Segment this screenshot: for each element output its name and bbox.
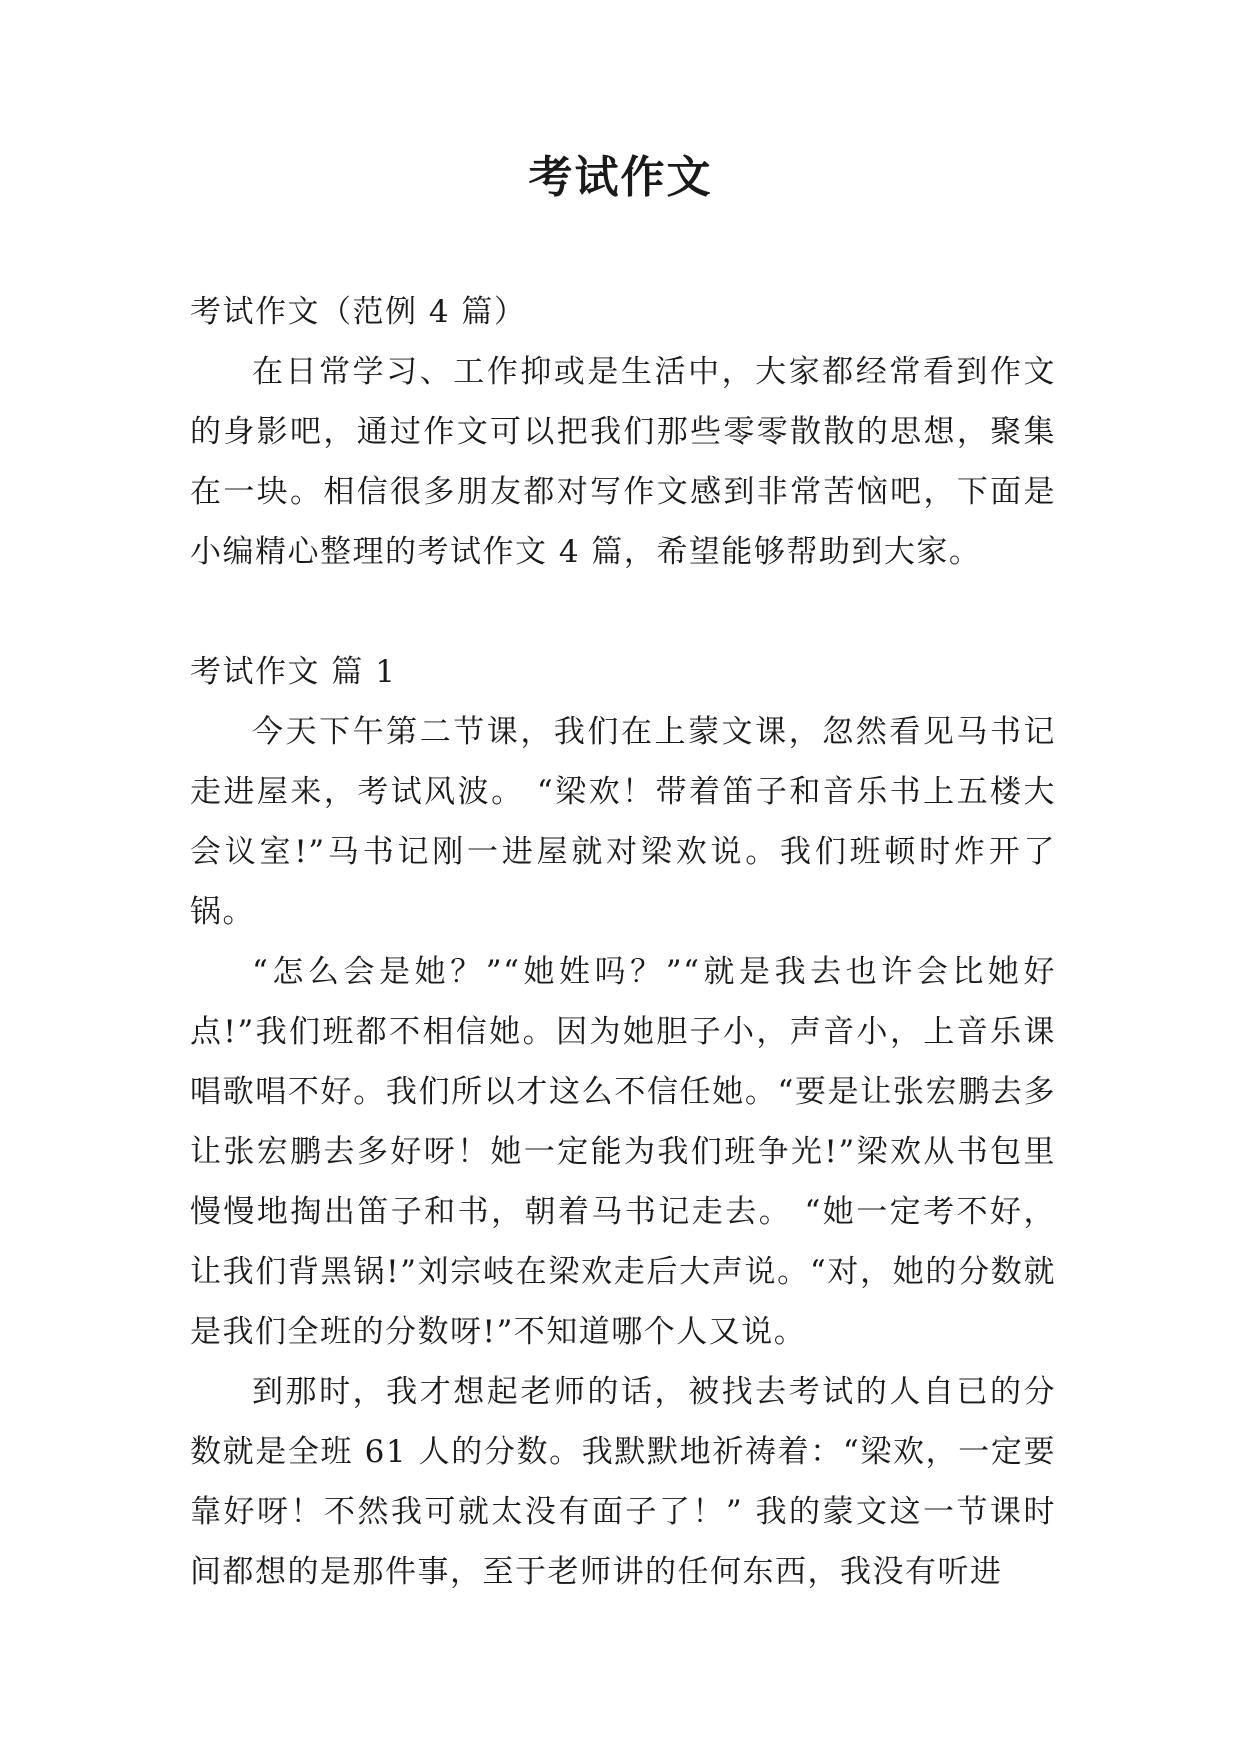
document-title: 考试作文 <box>528 152 713 203</box>
intro-paragraph: 在日常学习、工作抑或是生活中，大家都经常看到作文的身影吧，通过作文可以把我们那些零零散散的思想，聚集在一块。相信很多朋友都对写作文感到非常苦恼吧，下面是小编精心整理的考试作文 4 篇，希望能够帮助到大家。 <box>190 354 1056 570</box>
section-heading: 考试作文 篇 1 <box>190 654 397 690</box>
body-paragraph-3: 到那时，我才想起老师的话，被找去考试的人自已的分数就是全班 61 人的分数。我默默地祈祷着：“梁欢，一定要靠好呀！不然我可就太没有面子了！” 我的蒙文这一节课时间都想的是那件事，至于老师讲的任何东西，我没有听进 <box>190 1374 1056 1590</box>
section-spacer <box>190 582 1056 642</box>
body-paragraph-2: “怎么会是她？”“她姓吗？”“就是我去也许会比她好点!”我们班都不相信她。因为她胆子小，声音小，上音乐课唱歌唱不好。我们所以才这么不信任她。“要是让张宏鹏去多让张宏鹏去多好呀！她一定能为我们班争光!”梁欢从书包里慢慢地掏出笛子和书，朝着马书记走去。 “她一定考不好，让我们背黑锅!”刘宗岐在梁欢走后大声说。“对，她的分数就是我们全班的分数呀!”不知道哪个人又说。 <box>190 954 1056 1350</box>
document-subtitle: 考试作文（范例 4 篇） <box>190 294 527 330</box>
document-body <box>190 282 1056 1602</box>
body-paragraph-1: 今天下午第二节课，我们在上蒙文课，忽然看见马书记走进屋来，考试风波。 “梁欢！带着笛子和音乐书上五楼大会议室!”马书记刚一进屋就对梁欢说。我们班顿时炸开了锅。 <box>190 714 1056 930</box>
